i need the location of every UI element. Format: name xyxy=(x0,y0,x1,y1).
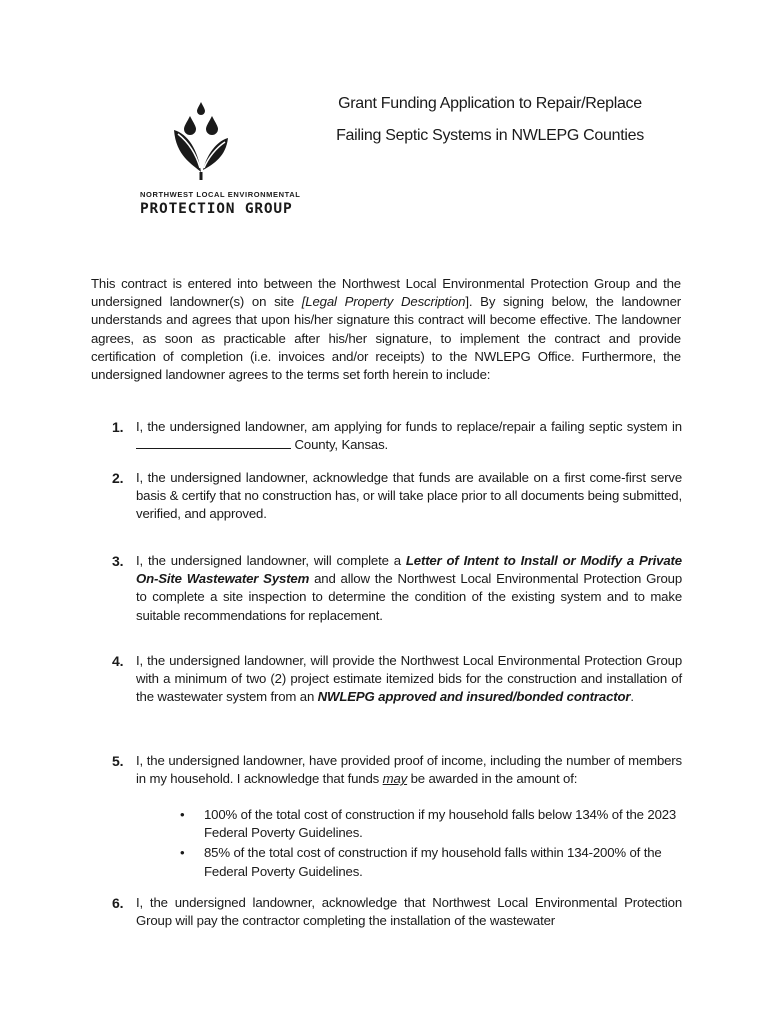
list-item: • 85% of the total cost of construction if my household falls within 134-200% of the Federal Poverty Guidelines. xyxy=(180,845,662,879)
document-title-line2: Failing Septic Systems in NWLEPG Counties xyxy=(336,127,644,144)
list-item: 2. I, the undersigned landowner, acknowledge that funds are available on a first come-first serve basis & certify that no construction has, or will take place prior to all documents being submitted, verified, and approved. xyxy=(112,470,682,522)
list-item: 4. I, the undersigned landowner, will provide the Northwest Local Environmental Protection Group with a minimum of two (2) project estimate itemized bids for the construction and installation of the wastewater system from an NWLEPG approved and insured/bonded contractor. xyxy=(112,653,682,705)
org-logo xyxy=(140,100,301,220)
list-item: • 100% of the total cost of construction if my household falls below 134% of the 2023 Federal Poverty Guidelines. xyxy=(180,807,677,841)
document-title-line1: Grant Funding Application to Repair/Replace xyxy=(338,95,642,112)
income-bullet-list xyxy=(180,806,682,883)
legal-description-placeholder: [Legal Property Description xyxy=(301,294,466,310)
org-name-small: NORTHWEST LOCAL ENVIRONMENTAL xyxy=(140,190,301,199)
org-name-large: PROTECTION GROUP xyxy=(140,201,293,217)
list-item: 6. I, the undersigned landowner, acknowledge that Northwest Local Environmental Protection Group will pay the contractor completing the installation of the wastewater xyxy=(112,895,682,929)
list-item: 1. I, the undersigned landowner, am applying for funds to replace/repair a failing septic system in County, Kansas. xyxy=(112,419,682,453)
intro-paragraph: This contract is entered into between the Northwest Local Environmental Protection Group and the undersigned landowner(s) on site [Legal Property Description]. By signing below, the landowner understands and agrees that upon his/her signature this contract will become effective. The landowner agrees, as soon as practicable after his/her signature, to implement the contract and provide certification of completion (i.e. invoices and/or receipts) to the NWLEPG Office. Furthermore, the undersigned landowner agrees to the terms set forth herein to include: xyxy=(91,276,682,383)
water-drops-leaves-icon xyxy=(170,100,232,180)
list-item: 3. I, the undersigned landowner, will complete a Letter of Intent to Install or Modify a Private On-Site Wastewater System and allow the Northwest Local Environmental Protection Group to complete a site inspection to determine the condition of the existing system and to make suitable recommendations for replacement. xyxy=(112,553,683,623)
county-blank-line xyxy=(136,436,291,449)
list-item: 5. I, the undersigned landowner, have provided proof of income, including the number of members in my household. I acknowledge that funds may be awarded in the amount of: xyxy=(112,753,682,787)
